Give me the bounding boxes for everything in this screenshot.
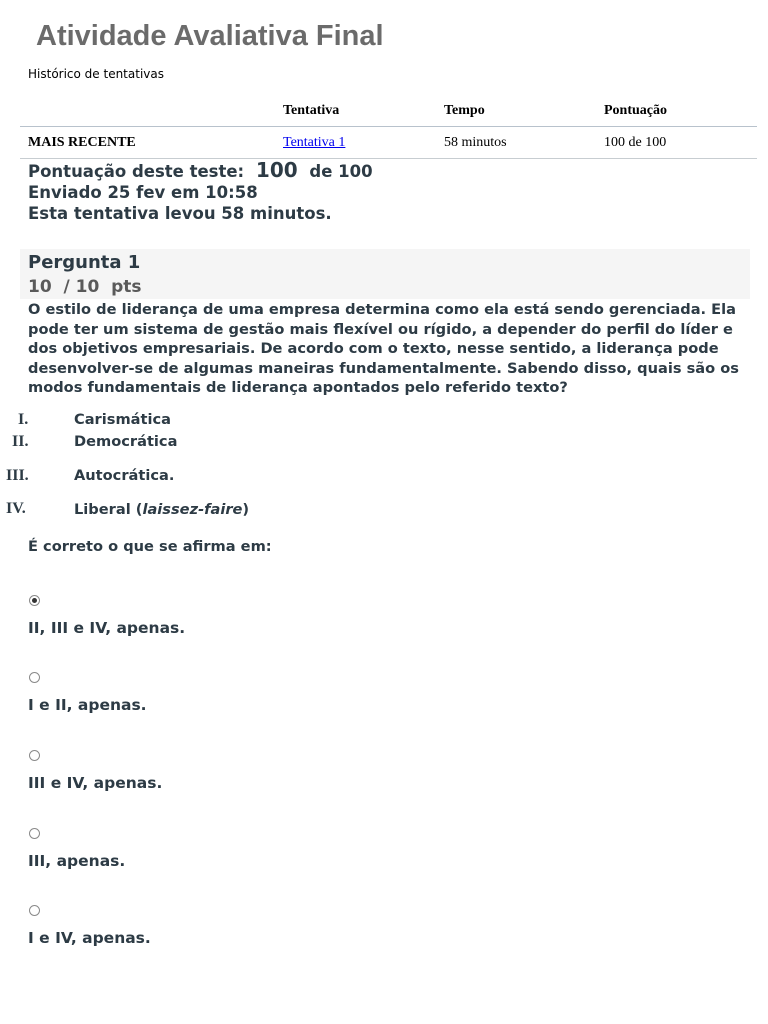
question-text: O estilo de liderança de uma empresa determina como ela está sendo gerenciada. Ela pode ter um sistema de gestão mais flexível ou rígido, a depender do perfil do líder e dos objetivos empresariais. De acordo com o texto, nesse sentido, a liderança pode desenvolver-se de algumas maneiras fundamentalmente. Sabendo disso, quais são os modos fundamentais de liderança apontados pelo referido texto?	[28, 301, 739, 396]
duration-line: Esta tentativa levou 58 minutos.	[28, 204, 332, 223]
score-value: 100	[255, 158, 298, 182]
column-header-attempt: Tentativa	[275, 96, 436, 127]
option-label-4[interactable]: III, apenas.	[28, 852, 126, 870]
score-suffix: de 100	[309, 162, 373, 181]
item-text-3: Autocrática.	[74, 467, 175, 484]
column-header-time: Tempo	[436, 96, 596, 127]
page-title: Atividade Avaliativa Final	[36, 20, 384, 52]
item-number-1: I.	[18, 411, 29, 428]
question-points: 10 / 10 pts	[28, 277, 142, 297]
option-radio-3[interactable]	[29, 750, 40, 761]
question-prompt: É correto o que se afirma em:	[28, 538, 272, 555]
item-number-2: II.	[12, 433, 29, 450]
column-header-score: Pontuação	[596, 96, 757, 127]
row-time: 58 minutos	[436, 127, 596, 159]
item-text-1: Carismática	[74, 411, 171, 428]
row-score: 100 de 100	[596, 127, 757, 159]
item-text-4	[74, 501, 249, 518]
column-header-label	[20, 96, 275, 127]
table-row	[20, 127, 757, 159]
option-radio-2[interactable]	[29, 672, 40, 683]
history-label: Histórico de tentativas	[28, 67, 164, 81]
attempt-link[interactable]: Tentativa 1	[283, 134, 346, 150]
option-label-1[interactable]: II, III e IV, apenas.	[28, 619, 186, 637]
submitted-line: Enviado 25 fev em 10:58	[28, 183, 258, 202]
option-radio-5[interactable]	[29, 905, 40, 916]
table-header-row	[20, 96, 757, 127]
score-line	[28, 160, 373, 182]
quiz-summary	[28, 160, 373, 224]
option-radio-4[interactable]	[29, 828, 40, 839]
option-label-2[interactable]: I e II, apenas.	[28, 696, 147, 714]
score-prefix: Pontuação deste teste:	[28, 162, 245, 181]
row-label: MAIS RECENTE	[20, 127, 275, 159]
item-text-4-start: Liberal (	[74, 501, 143, 518]
option-label-3[interactable]: III e IV, apenas.	[28, 774, 163, 792]
attempts-table	[20, 96, 757, 159]
item-number-3: III.	[6, 467, 29, 484]
option-radio-1[interactable]	[29, 595, 40, 606]
question-title: Pergunta 1	[28, 252, 141, 273]
row-attempt-cell	[275, 127, 436, 159]
item-text-2: Democrática	[74, 433, 178, 450]
option-label-5[interactable]: I e IV, apenas.	[28, 929, 151, 947]
item-text-4-italic: laissez-faire	[142, 501, 243, 518]
question-header	[20, 249, 750, 299]
item-text-4-end: )	[242, 501, 250, 518]
item-number-4: IV.	[6, 500, 26, 517]
